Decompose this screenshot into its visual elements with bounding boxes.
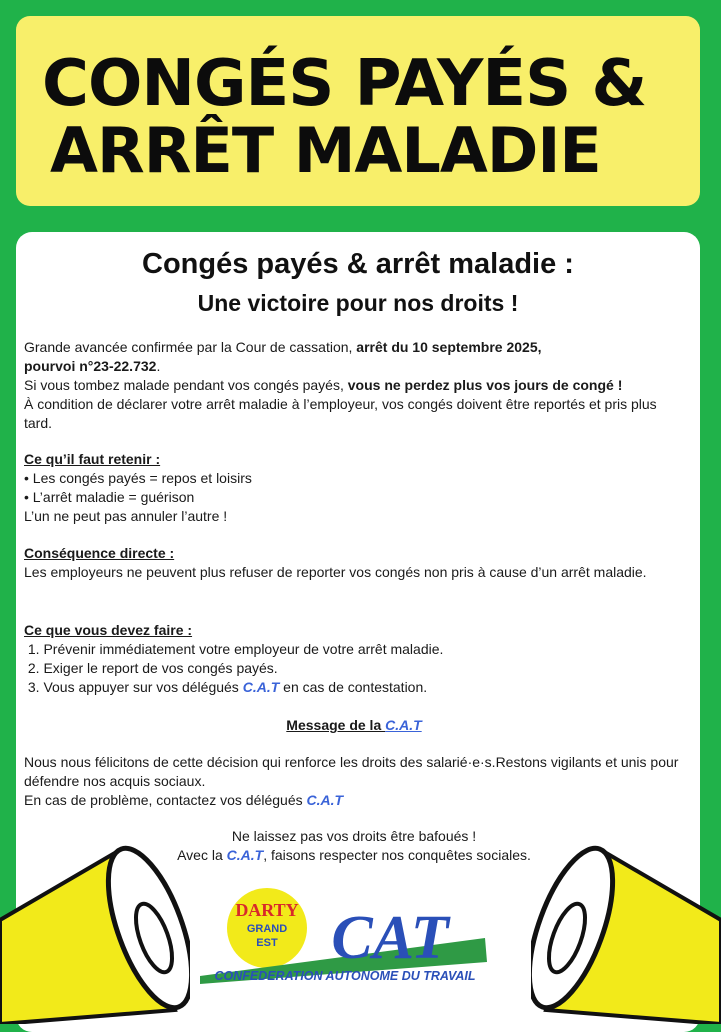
message-section xyxy=(24,753,684,810)
message-heading xyxy=(24,716,684,735)
faire-item-3-cat: C.A.T xyxy=(242,679,280,695)
retenir-item-1: • Les congés payés = repos et loisirs xyxy=(24,470,252,486)
consequence-section xyxy=(24,544,684,582)
intro-text-3: Si vous tombez malade pendant vos congés payés, xyxy=(24,377,348,393)
retenir-footer: L’un ne peut pas annuler l’autre ! xyxy=(24,508,228,524)
intro-line-3 xyxy=(24,376,684,395)
intro-ruling-date: arrêt du 10 septembre 2025, xyxy=(356,339,542,355)
page-title: Congés payés & arrêt maladie : xyxy=(142,248,574,280)
intro-line-1 xyxy=(24,338,684,357)
closing-line-1: Ne laissez pas vos droits être bafoués ! xyxy=(231,828,477,844)
intro-line-4: À condition de déclarer votre arrêt maladie à l’employeur, vos congés doivent être reportés et pris plus tard. xyxy=(24,396,657,431)
intro-line-2 xyxy=(24,357,684,376)
logo-confederation-text: CONFEDERATION AUTONOME DU TRAVAIL xyxy=(214,969,476,983)
intro-appeal-number: pourvoi n°23-22.732 xyxy=(24,358,157,374)
intro-key-statement: vous ne perdez plus vos jours de congé ! xyxy=(347,377,623,393)
message-p2-cat: C.A.T xyxy=(306,792,344,808)
page-subtitle: Une victoire pour nos droits ! xyxy=(197,290,519,316)
retenir-heading: Ce qu’il faut retenir : xyxy=(24,451,161,467)
message-paragraph-1: Nous nous félicitons de cette décision qui renforce les droits des salarié·e·s.Restons vigilants et unis pour défendre nos acquis sociaux. xyxy=(24,754,679,789)
faire-item-2: 2. Exiger le report de vos congés payés. xyxy=(24,660,278,676)
banner-title-line-2: ARRÊT MALADIE xyxy=(50,114,601,187)
faire-section xyxy=(24,621,684,697)
retenir-section xyxy=(24,450,684,526)
faire-item-3 xyxy=(24,678,684,697)
cat-logo xyxy=(195,880,495,990)
faire-item-3-end: en cas de contestation. xyxy=(279,679,428,695)
megaphone-right-icon xyxy=(531,810,721,1024)
intro-text-1: Grande avancée confirmée par la Cour de cassation, xyxy=(24,339,357,355)
retenir-item-2: • L’arrêt maladie = guérison xyxy=(24,489,195,505)
logo-grand-text: GRAND xyxy=(246,923,288,935)
logo-cat-text: CAT xyxy=(331,904,449,972)
message-p2-text: En cas de problème, contactez vos délégués xyxy=(24,792,307,808)
intro-section xyxy=(24,338,684,433)
faire-item-3-text: 3. Vous appuyer sur vos délégués xyxy=(24,679,243,695)
intro-period: . xyxy=(156,358,161,374)
megaphone-left-icon xyxy=(0,810,190,1024)
title-banner xyxy=(16,16,700,206)
consequence-text: Les employeurs ne peuvent plus refuser de reporter vos congés non pris à cause d’un arrêt maladie. xyxy=(24,564,647,580)
closing-line-2-text: Avec la xyxy=(177,847,227,863)
closing-line-2-cat: C.A.T xyxy=(226,847,264,863)
message-heading-text: Message de la xyxy=(286,717,386,733)
logo-est-text: EST xyxy=(256,937,278,949)
banner-title-line-1: CONGÉS PAYÉS & xyxy=(42,47,647,121)
faire-item-1: 1. Prévenir immédiatement votre employeur de votre arrêt maladie. xyxy=(24,641,444,657)
logo-darty-text: DARTY xyxy=(235,900,299,920)
closing-line-2-end: , faisons respecter nos conquêtes sociales. xyxy=(263,847,531,863)
faire-heading: Ce que vous devez faire : xyxy=(24,622,193,638)
message-paragraph-2 xyxy=(24,791,684,810)
message-heading-cat: C.A.T xyxy=(385,717,422,733)
consequence-heading: Conséquence directe : xyxy=(24,545,175,561)
